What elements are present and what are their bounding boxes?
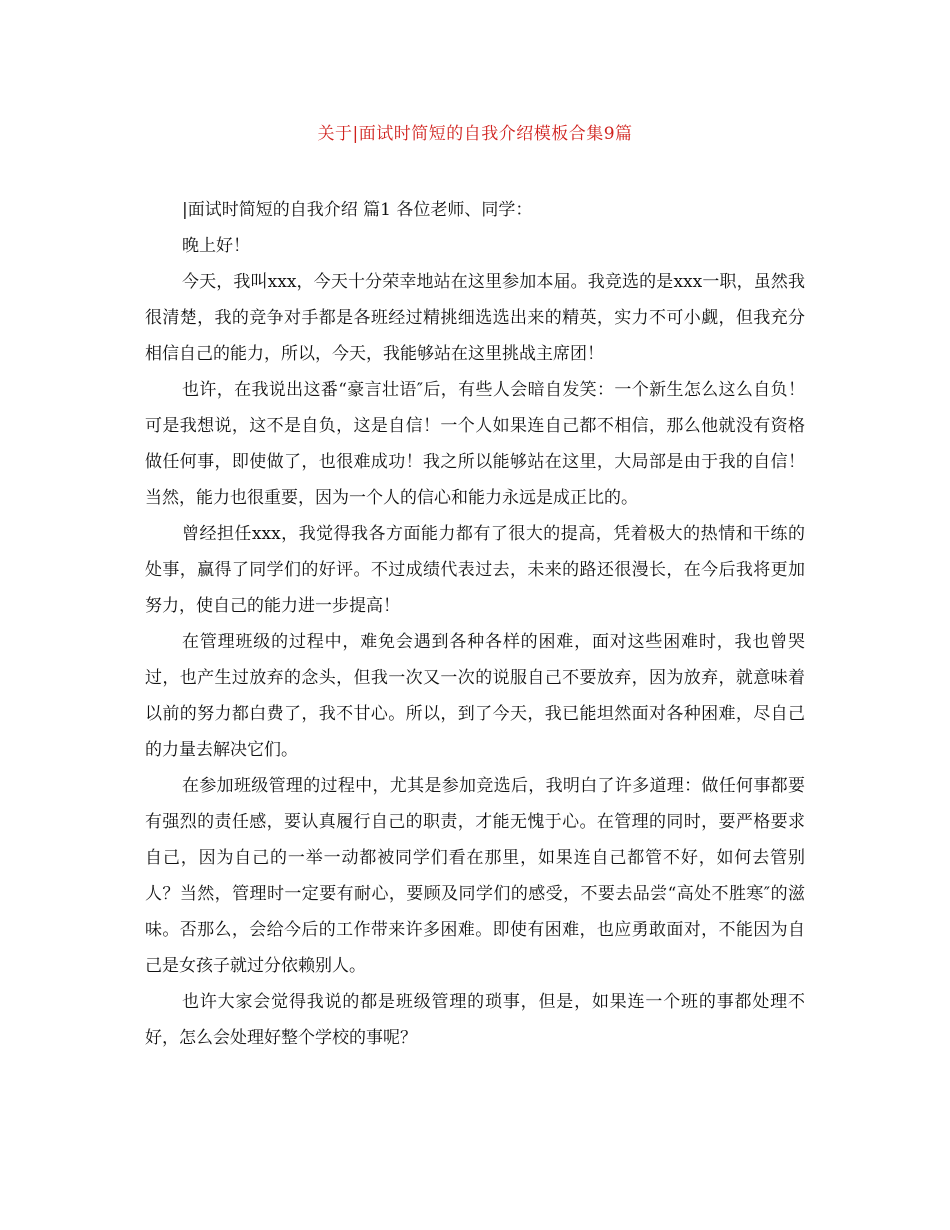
paragraph: 在管理班级的过程中，难免会遇到各种各样的困难，面对这些困难时，我也曾哭过，也产生过放弃的念头，但我一次又一次的说服自己不要放弃，因为放弃，就意味着以前的努力都白费了，我不甘心。所以，到了今天，我已能坦然面对各种困难，尽自己的力量去解决它们。: [145, 632, 805, 760]
document-body: [145, 192, 805, 1056]
paragraph-heading: |面试时简短的自我介绍 篇1 各位老师、同学：: [182, 200, 533, 220]
paragraph: 也许大家会觉得我说的都是班级管理的琐事，但是，如果连一个班的事都处理不好，怎么会处理好整个学校的事呢？: [145, 992, 805, 1048]
paragraph: 在参加班级管理的过程中，尤其是参加竞选后，我明白了许多道理：做任何事都要有强烈的责任感，要认真履行自己的职责，才能无愧于心。在管理的同时，要严格要求自己，因为自己的一举一动都被同学们看在那里，如果连自己都管不好，如何去管别人？当然，管理时一定要有耐心，要顾及同学们的感受，不要去品尝“高处不胜寒″的滋味。否那么，会给今后的工作带来许多困难。即使有困难，也应勇敢面对，不能因为自己是女孩子就过分依赖别人。: [145, 776, 805, 976]
paragraph: 曾经担任xxx，我觉得我各方面能力都有了很大的提高，凭着极大的热情和干练的处事，赢得了同学们的好评。不过成绩代表过去，未来的路还很漫长，在今后我将更加努力，使自己的能力进一步提高！: [145, 524, 805, 616]
paragraph: 也许，在我说出这番“豪言壮语″后，有些人会暗自发笑：一个新生怎么这么自负！可是我想说，这不是自负，这是自信！一个人如果连自己都不相信，那么他就没有资格做任何事，即使做了，也很难成功！我之所以能够站在这里，大局部是由于我的自信！当然，能力也很重要，因为一个人的信心和能力永远是成正比的。: [145, 380, 805, 508]
paragraph: 今天，我叫xxx，今天十分荣幸地站在这里参加本届。我竞选的是xxx一职，虽然我很清楚，我的竞争对手都是各班经过精挑细选选出来的精英，实力不可小觑，但我充分相信自己的能力，所以，今天，我能够站在这里挑战主席团！: [145, 272, 805, 364]
paragraph-greeting: 晚上好！: [182, 236, 250, 256]
document-title: 关于|面试时简短的自我介绍模板合集9篇: [317, 124, 633, 144]
